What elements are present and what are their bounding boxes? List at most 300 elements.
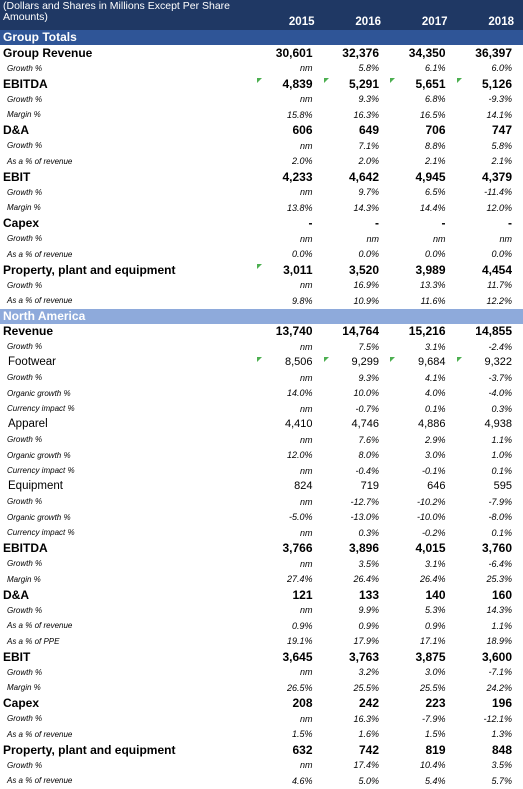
value-cell[interactable] [257, 296, 324, 306]
value-cell[interactable] [390, 170, 457, 184]
value-cell[interactable] [457, 280, 523, 290]
value-cell[interactable] [457, 588, 523, 602]
row-label-cell[interactable]: Margin % [0, 203, 257, 212]
value-cell[interactable] [457, 683, 523, 693]
value-cell[interactable] [390, 94, 457, 104]
value-cell[interactable] [324, 696, 391, 710]
value-cell[interactable] [324, 636, 391, 646]
value-cell[interactable] [390, 636, 457, 646]
value-cell[interactable] [457, 342, 523, 352]
year-header-2016[interactable]: 2016 [324, 0, 391, 30]
value-cell[interactable] [324, 46, 391, 60]
value-cell[interactable] [390, 388, 457, 398]
value-cell[interactable] [457, 605, 523, 615]
cell-value: 17.9% [353, 636, 379, 646]
value-cell[interactable] [390, 683, 457, 693]
value-cell[interactable] [324, 156, 391, 166]
value-cell[interactable] [324, 621, 391, 631]
row-label-cell[interactable]: Capex [0, 696, 257, 710]
cell-value: 632 [292, 743, 312, 757]
value-cell[interactable] [390, 46, 457, 60]
row-label-cell[interactable]: EBITDA [0, 541, 257, 555]
row-label-cell[interactable]: Growth % [0, 606, 257, 615]
table-row [0, 370, 523, 386]
value-cell[interactable] [457, 621, 523, 631]
row-label-cell[interactable]: Apparel [0, 418, 257, 430]
table-row [0, 185, 523, 201]
value-cell[interactable] [324, 480, 391, 492]
value-cell[interactable] [257, 418, 324, 430]
table-row [0, 634, 523, 650]
value-cell[interactable] [324, 141, 391, 151]
value-cell[interactable] [324, 77, 391, 91]
value-cell[interactable] [257, 621, 324, 631]
table-row [0, 510, 523, 526]
value-cell[interactable] [257, 650, 324, 664]
value-cell[interactable] [257, 46, 324, 60]
row-label-cell[interactable]: D&A [0, 123, 257, 137]
value-cell[interactable] [257, 324, 324, 338]
value-cell[interactable] [257, 559, 324, 569]
value-cell[interactable] [390, 404, 457, 414]
row-label-cell[interactable]: Margin % [0, 683, 257, 692]
cell-value: 16.9% [353, 280, 379, 290]
value-cell[interactable] [390, 373, 457, 383]
value-cell[interactable] [257, 466, 324, 476]
table-row [0, 649, 523, 665]
row-label-cell[interactable]: Equipment [0, 480, 257, 492]
value-cell[interactable] [457, 249, 523, 259]
cell-value: - [309, 216, 313, 230]
value-cell[interactable] [390, 435, 457, 445]
value-cell[interactable] [457, 480, 523, 492]
value-cell[interactable] [324, 356, 391, 368]
value-cell[interactable] [257, 234, 324, 244]
value-cell[interactable] [457, 141, 523, 151]
row-label-cell[interactable]: As a % of revenue [0, 250, 257, 259]
value-cell[interactable] [457, 435, 523, 445]
row-label-cell[interactable]: Revenue [0, 324, 257, 338]
value-cell[interactable] [390, 574, 457, 584]
value-cell[interactable] [257, 541, 324, 555]
value-cell[interactable] [390, 187, 457, 197]
value-cell[interactable] [257, 683, 324, 693]
value-cell[interactable] [390, 512, 457, 522]
cell-value: nm [300, 497, 313, 507]
value-cell[interactable] [324, 280, 391, 290]
value-cell[interactable] [390, 123, 457, 137]
value-cell[interactable] [390, 466, 457, 476]
row-label-cell[interactable]: As a % of revenue [0, 730, 257, 739]
value-cell[interactable] [390, 234, 457, 244]
value-cell[interactable] [390, 296, 457, 306]
value-cell[interactable] [390, 605, 457, 615]
row-label-cell[interactable]: Organic growth % [0, 451, 257, 460]
value-cell[interactable] [457, 324, 523, 338]
value-cell[interactable] [324, 63, 391, 73]
cell-value: 5.8% [358, 63, 379, 73]
value-cell[interactable] [390, 342, 457, 352]
value-cell[interactable] [390, 110, 457, 120]
value-cell[interactable] [257, 404, 324, 414]
cell-value: -2.4% [488, 342, 512, 352]
row-label-cell[interactable]: Margin % [0, 575, 257, 584]
year-header-2018[interactable]: 2018 [457, 0, 523, 30]
value-cell[interactable] [257, 605, 324, 615]
value-cell[interactable] [324, 466, 391, 476]
value-cell[interactable] [390, 324, 457, 338]
cell-value: 706 [425, 123, 445, 137]
value-cell[interactable] [457, 203, 523, 213]
value-cell[interactable] [457, 356, 523, 368]
cell-value: 140 [425, 588, 445, 602]
cell-value: 3,645 [282, 650, 312, 664]
table-row [0, 448, 523, 464]
cell-value: 4.0% [425, 388, 446, 398]
value-cell[interactable] [257, 342, 324, 352]
value-cell[interactable] [324, 528, 391, 538]
value-cell[interactable] [390, 77, 457, 91]
cell-value: 13,740 [276, 324, 313, 338]
row-label-cell[interactable]: As a % of PPE [0, 637, 257, 646]
year-header-2015[interactable]: 2015 [257, 0, 324, 30]
cell-value: 4,945 [415, 170, 445, 184]
cell-value: 32,376 [342, 46, 379, 60]
value-cell[interactable] [390, 528, 457, 538]
value-cell[interactable] [324, 216, 391, 230]
cell-value: 0.9% [425, 621, 446, 631]
value-cell[interactable] [390, 729, 457, 739]
value-cell[interactable] [324, 497, 391, 507]
value-cell[interactable] [390, 559, 457, 569]
value-cell[interactable] [390, 776, 457, 786]
cell-value: 15.8% [287, 110, 313, 120]
cell-value: 646 [427, 480, 445, 492]
value-cell[interactable] [457, 729, 523, 739]
row-label-cell[interactable]: As a % of revenue [0, 157, 257, 166]
value-cell[interactable] [457, 418, 523, 430]
value-cell[interactable] [324, 714, 391, 724]
value-cell[interactable] [257, 77, 324, 91]
row-label-cell[interactable]: Growth % [0, 559, 257, 568]
value-cell[interactable] [457, 450, 523, 460]
cell-value: nm [433, 234, 446, 244]
row-label-cell[interactable]: Group Revenue [0, 46, 257, 60]
value-cell[interactable] [324, 123, 391, 137]
cell-value: 8.0% [358, 450, 379, 460]
value-cell[interactable] [390, 63, 457, 73]
value-cell[interactable] [257, 497, 324, 507]
value-cell[interactable] [457, 388, 523, 398]
value-cell[interactable] [457, 760, 523, 770]
value-cell[interactable] [390, 141, 457, 151]
value-cell[interactable] [257, 696, 324, 710]
value-cell[interactable] [257, 776, 324, 786]
value-cell[interactable] [324, 435, 391, 445]
header-label-cell[interactable] [0, 0, 257, 30]
value-cell[interactable] [257, 63, 324, 73]
value-cell[interactable] [324, 760, 391, 770]
row-label-cell[interactable]: As a % of revenue [0, 776, 257, 785]
value-cell[interactable] [457, 263, 523, 277]
cell-value: 742 [359, 743, 379, 757]
cell-value: 121 [292, 588, 312, 602]
value-cell[interactable] [457, 776, 523, 786]
value-cell[interactable] [457, 574, 523, 584]
value-cell[interactable] [324, 512, 391, 522]
value-cell[interactable] [457, 77, 523, 91]
value-cell[interactable] [457, 216, 523, 230]
value-cell[interactable] [390, 480, 457, 492]
value-cell[interactable] [324, 170, 391, 184]
value-cell[interactable] [324, 650, 391, 664]
value-cell[interactable] [257, 110, 324, 120]
value-cell[interactable] [324, 249, 391, 259]
value-cell[interactable] [324, 605, 391, 615]
value-cell[interactable] [257, 187, 324, 197]
value-cell[interactable] [324, 683, 391, 693]
year-header-2017[interactable]: 2017 [390, 0, 457, 30]
value-cell[interactable] [457, 559, 523, 569]
value-cell[interactable] [390, 216, 457, 230]
cell-value: 4,379 [482, 170, 512, 184]
cell-value: 5,651 [415, 77, 445, 91]
cell-value: -12.7% [350, 497, 379, 507]
cell-value: 2.0% [358, 156, 379, 166]
value-cell[interactable] [390, 760, 457, 770]
value-cell[interactable] [390, 497, 457, 507]
cell-value: 8,506 [285, 356, 313, 368]
value-cell[interactable] [390, 249, 457, 259]
row-label-cell[interactable]: Growth % [0, 497, 257, 506]
value-cell[interactable] [457, 528, 523, 538]
value-cell[interactable] [390, 714, 457, 724]
row-label-cell[interactable]: Margin % [0, 110, 257, 119]
table-row [0, 324, 523, 340]
value-cell[interactable] [257, 714, 324, 724]
value-cell[interactable] [390, 667, 457, 677]
value-cell[interactable] [390, 203, 457, 213]
cell-value: 719 [361, 480, 379, 492]
row-label-cell[interactable]: EBIT [0, 650, 257, 664]
value-cell[interactable] [324, 373, 391, 383]
value-cell[interactable] [257, 588, 324, 602]
table-row [0, 479, 523, 495]
value-cell[interactable] [457, 497, 523, 507]
value-cell[interactable] [324, 324, 391, 338]
cell-value: 14.3% [486, 605, 512, 615]
value-cell[interactable] [457, 541, 523, 555]
value-cell[interactable] [457, 667, 523, 677]
value-cell[interactable] [457, 714, 523, 724]
value-cell[interactable] [324, 203, 391, 213]
row-label-cell[interactable]: Growth % [0, 668, 257, 677]
row-label-cell[interactable]: Growth % [0, 714, 257, 723]
value-cell[interactable] [390, 650, 457, 664]
row-label-cell[interactable]: Growth % [0, 373, 257, 382]
value-cell[interactable] [324, 776, 391, 786]
value-cell[interactable] [390, 541, 457, 555]
cell-value: - [375, 216, 379, 230]
value-cell[interactable] [457, 234, 523, 244]
cell-value: 4,886 [418, 418, 446, 430]
value-cell[interactable] [457, 373, 523, 383]
value-cell[interactable] [457, 187, 523, 197]
cell-value: 5.0% [358, 776, 379, 786]
row-label-cell[interactable]: Footwear [0, 356, 257, 368]
table-row [0, 386, 523, 402]
value-cell[interactable] [257, 280, 324, 290]
value-cell[interactable] [457, 296, 523, 306]
value-cell[interactable] [390, 356, 457, 368]
table-row [0, 587, 523, 603]
value-cell[interactable] [257, 435, 324, 445]
cell-value: nm [300, 280, 313, 290]
row-label-cell[interactable]: Property, plant and equipment [0, 263, 257, 277]
cell-value: 3.1% [425, 342, 446, 352]
value-cell[interactable] [257, 528, 324, 538]
table-row [0, 92, 523, 108]
value-cell[interactable] [390, 418, 457, 430]
value-cell[interactable] [257, 170, 324, 184]
value-cell[interactable] [257, 123, 324, 137]
row-label-cell[interactable]: Currency impact % [0, 466, 257, 475]
value-cell[interactable] [257, 743, 324, 757]
value-cell[interactable] [324, 743, 391, 757]
value-cell[interactable] [390, 280, 457, 290]
value-cell[interactable] [390, 621, 457, 631]
cell-value: 6.5% [425, 187, 446, 197]
cell-value: 14.1% [486, 110, 512, 120]
value-cell[interactable] [457, 650, 523, 664]
value-cell[interactable] [257, 373, 324, 383]
value-cell[interactable] [324, 342, 391, 352]
row-label-cell[interactable]: Growth % [0, 281, 257, 290]
value-cell[interactable] [457, 123, 523, 137]
value-cell[interactable] [457, 170, 523, 184]
row-label-cell[interactable]: Organic growth % [0, 513, 257, 522]
value-cell[interactable] [390, 696, 457, 710]
value-cell[interactable] [457, 696, 523, 710]
value-cell[interactable] [257, 729, 324, 739]
row-label-cell[interactable]: EBIT [0, 170, 257, 184]
value-cell[interactable] [457, 94, 523, 104]
value-cell[interactable] [390, 263, 457, 277]
value-cell[interactable] [324, 94, 391, 104]
row-label-cell[interactable]: Currency impact % [0, 404, 257, 413]
value-cell[interactable] [457, 110, 523, 120]
value-cell[interactable] [324, 187, 391, 197]
value-cell[interactable] [257, 216, 324, 230]
row-label-cell[interactable]: Growth % [0, 95, 257, 104]
value-cell[interactable] [457, 156, 523, 166]
value-cell[interactable] [390, 156, 457, 166]
value-cell[interactable] [257, 94, 324, 104]
value-cell[interactable] [324, 404, 391, 414]
value-cell[interactable] [457, 46, 523, 60]
cell-value: 208 [292, 696, 312, 710]
value-cell[interactable] [324, 450, 391, 460]
value-cell[interactable] [257, 574, 324, 584]
section-header[interactable]: Group Totals [0, 30, 523, 45]
value-cell[interactable] [324, 588, 391, 602]
table-row [0, 278, 523, 294]
value-cell[interactable] [457, 466, 523, 476]
value-cell[interactable] [257, 388, 324, 398]
row-label-cell[interactable]: Growth % [0, 342, 257, 351]
cell-value: 9,684 [418, 356, 446, 368]
value-cell[interactable] [324, 729, 391, 739]
section-header[interactable]: North America [0, 309, 523, 324]
value-cell[interactable] [390, 588, 457, 602]
cell-value: nm [300, 141, 313, 151]
value-cell[interactable] [324, 559, 391, 569]
row-label-cell[interactable]: Property, plant and equipment [0, 743, 257, 757]
cell-value: 16.5% [420, 110, 446, 120]
row-label-cell[interactable]: Growth % [0, 64, 257, 73]
row-label-cell[interactable]: Growth % [0, 234, 257, 243]
value-cell[interactable] [257, 356, 324, 368]
cell-value: nm [300, 559, 313, 569]
row-label-cell[interactable]: Capex [0, 216, 257, 230]
value-cell[interactable] [324, 388, 391, 398]
value-cell[interactable] [257, 636, 324, 646]
row-label-cell[interactable]: Growth % [0, 435, 257, 444]
value-cell[interactable] [257, 450, 324, 460]
value-cell[interactable] [457, 512, 523, 522]
row-label-cell[interactable]: Organic growth % [0, 389, 257, 398]
value-cell[interactable] [257, 203, 324, 213]
row-label-cell[interactable]: As a % of revenue [0, 621, 257, 630]
row-label-cell[interactable]: Growth % [0, 761, 257, 770]
value-cell[interactable] [324, 418, 391, 430]
value-cell[interactable] [257, 156, 324, 166]
row-label-cell[interactable]: Currency impact % [0, 528, 257, 537]
cell-value: -10.0% [417, 512, 446, 522]
value-cell[interactable] [257, 249, 324, 259]
cell-value: 3,011 [283, 263, 312, 277]
row-label-cell[interactable]: Growth % [0, 188, 257, 197]
value-cell[interactable] [257, 480, 324, 492]
value-cell[interactable] [457, 404, 523, 414]
error-flag-icon [457, 78, 462, 83]
row-label-cell[interactable]: As a % of revenue [0, 296, 257, 305]
value-cell[interactable] [324, 263, 391, 277]
row-label-cell[interactable]: Growth % [0, 141, 257, 150]
value-cell[interactable] [257, 263, 324, 277]
row-label-cell[interactable]: D&A [0, 588, 257, 602]
cell-value: 12.0% [287, 450, 313, 460]
row-label-cell[interactable]: EBITDA [0, 77, 257, 91]
cell-value: 9.3% [358, 94, 379, 104]
value-cell[interactable] [324, 667, 391, 677]
value-cell[interactable] [324, 296, 391, 306]
value-cell[interactable] [457, 63, 523, 73]
value-cell[interactable] [390, 743, 457, 757]
value-cell[interactable] [324, 541, 391, 555]
value-cell[interactable] [257, 512, 324, 522]
value-cell[interactable] [390, 450, 457, 460]
value-cell[interactable] [324, 110, 391, 120]
value-cell[interactable] [324, 574, 391, 584]
value-cell[interactable] [257, 667, 324, 677]
value-cell[interactable] [257, 760, 324, 770]
value-cell[interactable] [457, 636, 523, 646]
value-cell[interactable] [324, 234, 391, 244]
cell-value: 3.0% [425, 667, 446, 677]
value-cell[interactable] [457, 743, 523, 757]
value-cell[interactable] [257, 141, 324, 151]
